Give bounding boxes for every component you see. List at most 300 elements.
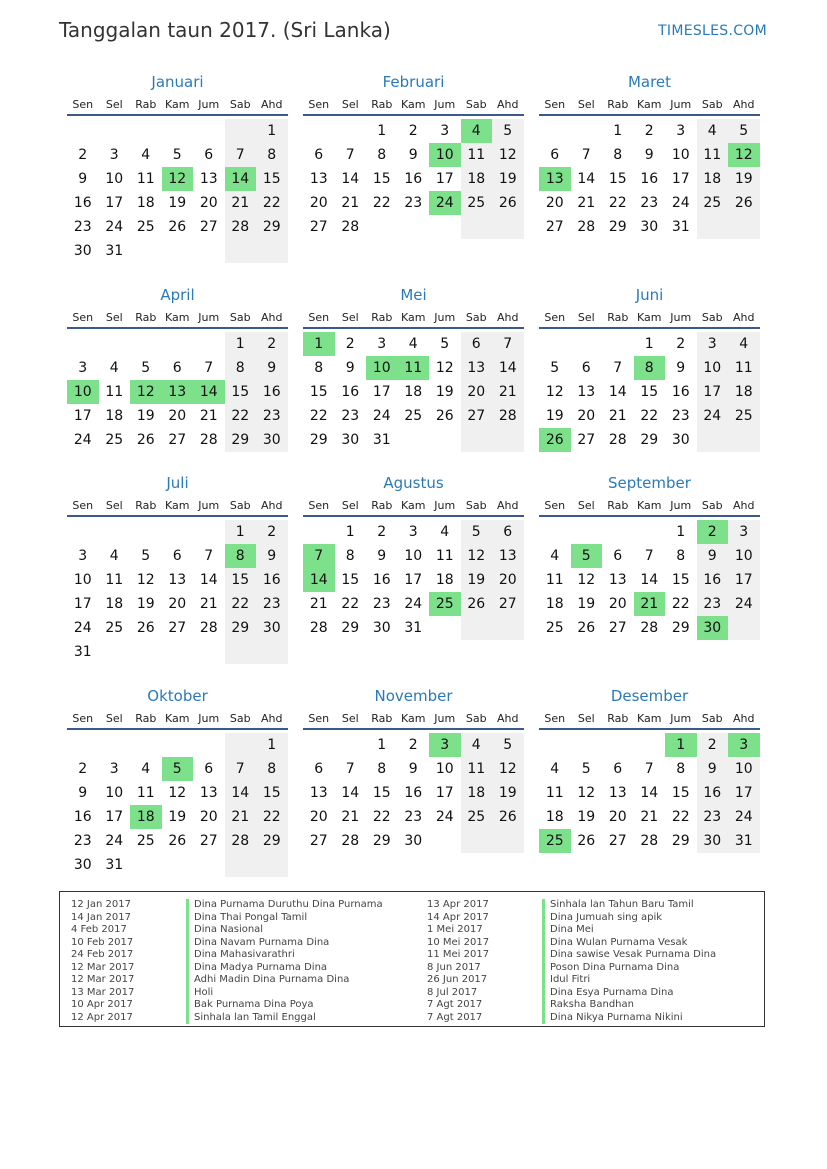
day-cell[interactable]: 1 bbox=[377, 123, 387, 139]
holiday-day-cell[interactable]: 2 bbox=[697, 520, 729, 544]
day-cell[interactable]: 26 bbox=[577, 833, 596, 849]
day-cell[interactable]: 9 bbox=[408, 761, 418, 777]
day-cell[interactable]: 16 bbox=[404, 171, 423, 187]
day-cell[interactable]: 12 bbox=[545, 384, 564, 400]
day-cell[interactable]: 6 bbox=[314, 147, 324, 163]
day-cell[interactable]: 24 bbox=[73, 620, 92, 636]
day-cell[interactable]: 5 bbox=[728, 119, 760, 143]
holiday-day-cell[interactable]: 18 bbox=[130, 805, 162, 829]
holiday-day-cell[interactable]: 1 bbox=[303, 332, 335, 356]
day-cell[interactable]: 22 bbox=[256, 191, 288, 215]
day-cell[interactable]: 13 bbox=[492, 544, 524, 568]
day-cell[interactable]: 14 bbox=[577, 171, 596, 187]
day-cell[interactable]: 20 bbox=[199, 809, 218, 825]
day-cell[interactable]: 29 bbox=[640, 432, 659, 448]
day-cell[interactable]: 20 bbox=[492, 568, 524, 592]
day-cell[interactable]: 29 bbox=[225, 616, 257, 640]
day-cell[interactable]: 1 bbox=[225, 332, 257, 356]
holiday-day-cell[interactable]: 5 bbox=[162, 757, 194, 781]
holiday-day-cell[interactable]: 5 bbox=[571, 544, 603, 568]
day-cell[interactable]: 16 bbox=[256, 568, 288, 592]
day-cell[interactable]: 18 bbox=[105, 596, 124, 612]
day-cell[interactable]: 28 bbox=[309, 620, 328, 636]
day-cell[interactable]: 27 bbox=[168, 432, 187, 448]
day-cell[interactable]: 27 bbox=[492, 592, 524, 616]
day-cell[interactable]: 24 bbox=[435, 809, 454, 825]
day-cell[interactable]: 17 bbox=[728, 568, 760, 592]
day-cell[interactable]: 27 bbox=[199, 219, 218, 235]
day-cell[interactable]: 21 bbox=[225, 805, 257, 829]
day-cell[interactable]: 10 bbox=[435, 761, 454, 777]
day-cell[interactable]: 21 bbox=[199, 596, 218, 612]
day-cell[interactable]: 24 bbox=[728, 592, 760, 616]
day-cell[interactable]: 20 bbox=[199, 195, 218, 211]
day-cell[interactable]: 27 bbox=[461, 404, 493, 428]
day-cell[interactable]: 23 bbox=[697, 805, 729, 829]
day-cell[interactable]: 17 bbox=[435, 171, 454, 187]
day-cell[interactable]: 9 bbox=[377, 548, 387, 564]
day-cell[interactable]: 19 bbox=[461, 568, 493, 592]
day-cell[interactable]: 30 bbox=[73, 243, 92, 259]
day-cell[interactable]: 17 bbox=[105, 195, 124, 211]
day-cell[interactable]: 7 bbox=[204, 360, 214, 376]
day-cell[interactable]: 10 bbox=[105, 171, 124, 187]
day-cell[interactable]: 9 bbox=[256, 544, 288, 568]
day-cell[interactable]: 28 bbox=[608, 432, 627, 448]
holiday-day-cell[interactable]: 30 bbox=[697, 616, 729, 640]
day-cell[interactable]: 29 bbox=[256, 215, 288, 239]
day-cell[interactable]: 4 bbox=[408, 336, 418, 352]
day-cell[interactable]: 29 bbox=[608, 219, 627, 235]
day-cell[interactable]: 2 bbox=[408, 123, 418, 139]
day-cell[interactable]: 21 bbox=[225, 191, 257, 215]
day-cell[interactable]: 23 bbox=[671, 408, 690, 424]
day-cell[interactable]: 10 bbox=[671, 147, 690, 163]
holiday-day-cell[interactable]: 10 bbox=[429, 143, 461, 167]
day-cell[interactable]: 28 bbox=[199, 620, 218, 636]
day-cell[interactable]: 21 bbox=[309, 596, 328, 612]
day-cell[interactable]: 29 bbox=[309, 432, 328, 448]
day-cell[interactable]: 12 bbox=[577, 785, 596, 801]
day-cell[interactable]: 18 bbox=[105, 408, 124, 424]
day-cell[interactable]: 14 bbox=[640, 572, 659, 588]
day-cell[interactable]: 16 bbox=[256, 380, 288, 404]
day-cell[interactable]: 26 bbox=[435, 408, 454, 424]
day-cell[interactable]: 29 bbox=[225, 428, 257, 452]
day-cell[interactable]: 10 bbox=[728, 757, 760, 781]
day-cell[interactable]: 18 bbox=[435, 572, 454, 588]
holiday-day-cell[interactable]: 14 bbox=[193, 380, 225, 404]
day-cell[interactable]: 12 bbox=[136, 572, 155, 588]
day-cell[interactable]: 1 bbox=[345, 524, 355, 540]
day-cell[interactable]: 7 bbox=[581, 147, 591, 163]
day-cell[interactable]: 5 bbox=[172, 147, 182, 163]
day-cell[interactable]: 20 bbox=[545, 195, 564, 211]
day-cell[interactable]: 1 bbox=[676, 524, 686, 540]
day-cell[interactable]: 22 bbox=[608, 195, 627, 211]
day-cell[interactable]: 30 bbox=[404, 833, 423, 849]
day-cell[interactable]: 17 bbox=[671, 171, 690, 187]
day-cell[interactable]: 4 bbox=[728, 332, 760, 356]
holiday-day-cell[interactable]: 7 bbox=[303, 544, 335, 568]
day-cell[interactable]: 25 bbox=[697, 191, 729, 215]
day-cell[interactable]: 11 bbox=[105, 384, 124, 400]
day-cell[interactable]: 18 bbox=[461, 167, 493, 191]
day-cell[interactable]: 19 bbox=[492, 167, 524, 191]
day-cell[interactable]: 15 bbox=[608, 171, 627, 187]
day-cell[interactable]: 22 bbox=[309, 408, 328, 424]
day-cell[interactable]: 31 bbox=[671, 219, 690, 235]
day-cell[interactable]: 30 bbox=[256, 616, 288, 640]
day-cell[interactable]: 13 bbox=[577, 384, 596, 400]
day-cell[interactable]: 9 bbox=[408, 147, 418, 163]
day-cell[interactable]: 13 bbox=[309, 171, 328, 187]
day-cell[interactable]: 16 bbox=[73, 809, 92, 825]
day-cell[interactable]: 24 bbox=[728, 805, 760, 829]
day-cell[interactable]: 2 bbox=[78, 147, 88, 163]
day-cell[interactable]: 5 bbox=[581, 761, 591, 777]
day-cell[interactable]: 5 bbox=[440, 336, 450, 352]
day-cell[interactable]: 1 bbox=[225, 520, 257, 544]
day-cell[interactable]: 13 bbox=[199, 785, 218, 801]
day-cell[interactable]: 10 bbox=[404, 548, 423, 564]
holiday-day-cell[interactable]: 3 bbox=[429, 733, 461, 757]
day-cell[interactable]: 12 bbox=[492, 143, 524, 167]
day-cell[interactable]: 21 bbox=[640, 809, 659, 825]
day-cell[interactable]: 1 bbox=[613, 123, 623, 139]
day-cell[interactable]: 27 bbox=[545, 219, 564, 235]
holiday-day-cell[interactable]: 4 bbox=[461, 119, 493, 143]
holiday-day-cell[interactable]: 25 bbox=[539, 829, 571, 853]
day-cell[interactable]: 6 bbox=[204, 761, 214, 777]
day-cell[interactable]: 6 bbox=[613, 761, 623, 777]
day-cell[interactable]: 21 bbox=[341, 809, 360, 825]
holiday-day-cell[interactable]: 25 bbox=[429, 592, 461, 616]
day-cell[interactable]: 25 bbox=[461, 805, 493, 829]
day-cell[interactable]: 25 bbox=[461, 191, 493, 215]
day-cell[interactable]: 3 bbox=[78, 360, 88, 376]
day-cell[interactable]: 6 bbox=[492, 520, 524, 544]
holiday-day-cell[interactable]: 12 bbox=[130, 380, 162, 404]
day-cell[interactable]: 6 bbox=[172, 360, 182, 376]
day-cell[interactable]: 17 bbox=[728, 781, 760, 805]
day-cell[interactable]: 24 bbox=[105, 219, 124, 235]
day-cell[interactable]: 24 bbox=[697, 404, 729, 428]
day-cell[interactable]: 17 bbox=[73, 596, 92, 612]
holiday-day-cell[interactable]: 12 bbox=[162, 167, 194, 191]
day-cell[interactable]: 17 bbox=[73, 408, 92, 424]
day-cell[interactable]: 11 bbox=[136, 171, 155, 187]
holiday-day-cell[interactable]: 12 bbox=[728, 143, 760, 167]
day-cell[interactable]: 27 bbox=[199, 833, 218, 849]
day-cell[interactable]: 29 bbox=[671, 833, 690, 849]
day-cell[interactable]: 10 bbox=[105, 785, 124, 801]
day-cell[interactable]: 29 bbox=[671, 620, 690, 636]
day-cell[interactable]: 7 bbox=[644, 548, 654, 564]
day-cell[interactable]: 5 bbox=[141, 360, 151, 376]
day-cell[interactable]: 22 bbox=[372, 809, 391, 825]
day-cell[interactable]: 22 bbox=[671, 809, 690, 825]
day-cell[interactable]: 12 bbox=[492, 757, 524, 781]
holiday-day-cell[interactable]: 14 bbox=[303, 568, 335, 592]
day-cell[interactable]: 31 bbox=[728, 829, 760, 853]
day-cell[interactable]: 20 bbox=[577, 408, 596, 424]
day-cell[interactable]: 27 bbox=[309, 833, 328, 849]
day-cell[interactable]: 18 bbox=[545, 809, 564, 825]
day-cell[interactable]: 2 bbox=[408, 737, 418, 753]
day-cell[interactable]: 27 bbox=[608, 833, 627, 849]
day-cell[interactable]: 8 bbox=[256, 143, 288, 167]
day-cell[interactable]: 9 bbox=[697, 544, 729, 568]
day-cell[interactable]: 10 bbox=[728, 544, 760, 568]
day-cell[interactable]: 20 bbox=[168, 408, 187, 424]
day-cell[interactable]: 31 bbox=[105, 857, 124, 873]
day-cell[interactable]: 12 bbox=[168, 785, 187, 801]
day-cell[interactable]: 24 bbox=[404, 596, 423, 612]
day-cell[interactable]: 18 bbox=[404, 384, 423, 400]
holiday-day-cell[interactable]: 3 bbox=[728, 733, 760, 757]
day-cell[interactable]: 19 bbox=[435, 384, 454, 400]
day-cell[interactable]: 29 bbox=[341, 620, 360, 636]
day-cell[interactable]: 30 bbox=[372, 620, 391, 636]
day-cell[interactable]: 12 bbox=[461, 544, 493, 568]
day-cell[interactable]: 30 bbox=[341, 432, 360, 448]
day-cell[interactable]: 7 bbox=[225, 143, 257, 167]
day-cell[interactable]: 8 bbox=[345, 548, 355, 564]
holiday-day-cell[interactable]: 13 bbox=[539, 167, 571, 191]
day-cell[interactable]: 19 bbox=[577, 596, 596, 612]
day-cell[interactable]: 25 bbox=[136, 833, 155, 849]
day-cell[interactable]: 4 bbox=[141, 147, 151, 163]
day-cell[interactable]: 15 bbox=[225, 380, 257, 404]
day-cell[interactable]: 23 bbox=[341, 408, 360, 424]
day-cell[interactable]: 5 bbox=[492, 733, 524, 757]
day-cell[interactable]: 24 bbox=[372, 408, 391, 424]
day-cell[interactable]: 26 bbox=[577, 620, 596, 636]
day-cell[interactable]: 3 bbox=[109, 147, 119, 163]
day-cell[interactable]: 19 bbox=[577, 809, 596, 825]
day-cell[interactable]: 27 bbox=[309, 219, 328, 235]
day-cell[interactable]: 12 bbox=[577, 572, 596, 588]
day-cell[interactable]: 23 bbox=[372, 596, 391, 612]
day-cell[interactable]: 22 bbox=[341, 596, 360, 612]
day-cell[interactable]: 4 bbox=[109, 548, 119, 564]
day-cell[interactable]: 8 bbox=[377, 147, 387, 163]
day-cell[interactable]: 28 bbox=[492, 404, 524, 428]
day-cell[interactable]: 18 bbox=[728, 380, 760, 404]
day-cell[interactable]: 11 bbox=[461, 143, 493, 167]
day-cell[interactable]: 17 bbox=[372, 384, 391, 400]
day-cell[interactable]: 21 bbox=[577, 195, 596, 211]
day-cell[interactable]: 2 bbox=[256, 520, 288, 544]
day-cell[interactable]: 6 bbox=[581, 360, 591, 376]
day-cell[interactable]: 8 bbox=[613, 147, 623, 163]
day-cell[interactable]: 18 bbox=[697, 167, 729, 191]
day-cell[interactable]: 15 bbox=[225, 568, 257, 592]
day-cell[interactable]: 14 bbox=[341, 171, 360, 187]
day-cell[interactable]: 16 bbox=[73, 195, 92, 211]
day-cell[interactable]: 2 bbox=[78, 761, 88, 777]
day-cell[interactable]: 19 bbox=[545, 408, 564, 424]
day-cell[interactable]: 19 bbox=[136, 408, 155, 424]
day-cell[interactable]: 6 bbox=[550, 147, 560, 163]
day-cell[interactable]: 31 bbox=[404, 620, 423, 636]
day-cell[interactable]: 13 bbox=[168, 572, 187, 588]
day-cell[interactable]: 27 bbox=[168, 620, 187, 636]
holiday-day-cell[interactable]: 10 bbox=[366, 356, 398, 380]
holiday-day-cell[interactable]: 14 bbox=[225, 167, 257, 191]
day-cell[interactable]: 11 bbox=[728, 356, 760, 380]
day-cell[interactable]: 7 bbox=[345, 147, 355, 163]
day-cell[interactable]: 11 bbox=[105, 572, 124, 588]
day-cell[interactable]: 12 bbox=[435, 360, 454, 376]
day-cell[interactable]: 20 bbox=[168, 596, 187, 612]
day-cell[interactable]: 25 bbox=[105, 432, 124, 448]
day-cell[interactable]: 3 bbox=[408, 524, 418, 540]
day-cell[interactable]: 28 bbox=[341, 219, 360, 235]
day-cell[interactable]: 9 bbox=[345, 360, 355, 376]
day-cell[interactable]: 4 bbox=[440, 524, 450, 540]
day-cell[interactable]: 8 bbox=[256, 757, 288, 781]
day-cell[interactable]: 23 bbox=[404, 809, 423, 825]
day-cell[interactable]: 22 bbox=[225, 592, 257, 616]
day-cell[interactable]: 15 bbox=[372, 785, 391, 801]
day-cell[interactable]: 21 bbox=[608, 408, 627, 424]
day-cell[interactable]: 2 bbox=[697, 733, 729, 757]
day-cell[interactable]: 11 bbox=[545, 572, 564, 588]
day-cell[interactable]: 25 bbox=[136, 219, 155, 235]
day-cell[interactable]: 7 bbox=[613, 360, 623, 376]
day-cell[interactable]: 27 bbox=[577, 432, 596, 448]
day-cell[interactable]: 18 bbox=[545, 596, 564, 612]
holiday-day-cell[interactable]: 24 bbox=[429, 191, 461, 215]
day-cell[interactable]: 14 bbox=[341, 785, 360, 801]
day-cell[interactable]: 16 bbox=[404, 785, 423, 801]
brand-logo[interactable]: TIMESLES.COM bbox=[658, 23, 767, 39]
day-cell[interactable]: 22 bbox=[671, 596, 690, 612]
day-cell[interactable]: 26 bbox=[168, 219, 187, 235]
day-cell[interactable]: 29 bbox=[372, 833, 391, 849]
day-cell[interactable]: 11 bbox=[435, 548, 454, 564]
day-cell[interactable]: 15 bbox=[309, 384, 328, 400]
day-cell[interactable]: 26 bbox=[492, 805, 524, 829]
day-cell[interactable]: 4 bbox=[461, 733, 493, 757]
day-cell[interactable]: 25 bbox=[728, 404, 760, 428]
day-cell[interactable]: 6 bbox=[204, 147, 214, 163]
day-cell[interactable]: 22 bbox=[225, 404, 257, 428]
holiday-day-cell[interactable]: 13 bbox=[162, 380, 194, 404]
holiday-day-cell[interactable]: 10 bbox=[67, 380, 99, 404]
day-cell[interactable]: 21 bbox=[199, 408, 218, 424]
day-cell[interactable]: 6 bbox=[461, 332, 493, 356]
day-cell[interactable]: 3 bbox=[676, 123, 686, 139]
day-cell[interactable]: 8 bbox=[676, 761, 686, 777]
holiday-day-cell[interactable]: 26 bbox=[539, 428, 571, 452]
day-cell[interactable]: 9 bbox=[644, 147, 654, 163]
day-cell[interactable]: 29 bbox=[256, 829, 288, 853]
day-cell[interactable]: 3 bbox=[728, 520, 760, 544]
day-cell[interactable]: 18 bbox=[136, 195, 155, 211]
day-cell[interactable]: 26 bbox=[136, 620, 155, 636]
day-cell[interactable]: 13 bbox=[608, 572, 627, 588]
day-cell[interactable]: 7 bbox=[644, 761, 654, 777]
day-cell[interactable]: 8 bbox=[377, 761, 387, 777]
day-cell[interactable]: 17 bbox=[404, 572, 423, 588]
day-cell[interactable]: 3 bbox=[109, 761, 119, 777]
day-cell[interactable]: 20 bbox=[608, 596, 627, 612]
day-cell[interactable]: 5 bbox=[492, 119, 524, 143]
day-cell[interactable]: 13 bbox=[608, 785, 627, 801]
day-cell[interactable]: 4 bbox=[550, 548, 560, 564]
day-cell[interactable]: 18 bbox=[461, 781, 493, 805]
day-cell[interactable]: 25 bbox=[545, 620, 564, 636]
day-cell[interactable]: 25 bbox=[105, 620, 124, 636]
day-cell[interactable]: 30 bbox=[671, 432, 690, 448]
day-cell[interactable]: 24 bbox=[671, 195, 690, 211]
day-cell[interactable]: 27 bbox=[608, 620, 627, 636]
day-cell[interactable]: 21 bbox=[341, 195, 360, 211]
day-cell[interactable]: 6 bbox=[172, 548, 182, 564]
day-cell[interactable]: 5 bbox=[550, 360, 560, 376]
day-cell[interactable]: 23 bbox=[256, 592, 288, 616]
day-cell[interactable]: 11 bbox=[545, 785, 564, 801]
day-cell[interactable]: 21 bbox=[492, 380, 524, 404]
day-cell[interactable]: 16 bbox=[372, 572, 391, 588]
day-cell[interactable]: 4 bbox=[109, 360, 119, 376]
day-cell[interactable]: 22 bbox=[640, 408, 659, 424]
day-cell[interactable]: 22 bbox=[256, 805, 288, 829]
day-cell[interactable]: 31 bbox=[105, 243, 124, 259]
day-cell[interactable]: 14 bbox=[225, 781, 257, 805]
day-cell[interactable]: 19 bbox=[168, 195, 187, 211]
day-cell[interactable]: 23 bbox=[256, 404, 288, 428]
day-cell[interactable]: 3 bbox=[697, 332, 729, 356]
day-cell[interactable]: 30 bbox=[256, 428, 288, 452]
day-cell[interactable]: 1 bbox=[256, 119, 288, 143]
day-cell[interactable]: 25 bbox=[404, 408, 423, 424]
day-cell[interactable]: 19 bbox=[728, 167, 760, 191]
day-cell[interactable]: 2 bbox=[256, 332, 288, 356]
day-cell[interactable]: 23 bbox=[640, 195, 659, 211]
day-cell[interactable]: 9 bbox=[697, 757, 729, 781]
day-cell[interactable]: 8 bbox=[314, 360, 324, 376]
day-cell[interactable]: 16 bbox=[671, 384, 690, 400]
day-cell[interactable]: 1 bbox=[377, 737, 387, 753]
day-cell[interactable]: 15 bbox=[256, 167, 288, 191]
day-cell[interactable]: 17 bbox=[435, 785, 454, 801]
day-cell[interactable]: 10 bbox=[73, 572, 92, 588]
day-cell[interactable]: 20 bbox=[461, 380, 493, 404]
day-cell[interactable]: 26 bbox=[461, 592, 493, 616]
day-cell[interactable]: 17 bbox=[697, 380, 729, 404]
day-cell[interactable]: 30 bbox=[697, 829, 729, 853]
day-cell[interactable]: 11 bbox=[461, 757, 493, 781]
day-cell[interactable]: 16 bbox=[697, 568, 729, 592]
day-cell[interactable]: 23 bbox=[73, 833, 92, 849]
day-cell[interactable]: 7 bbox=[345, 761, 355, 777]
day-cell[interactable]: 26 bbox=[168, 833, 187, 849]
day-cell[interactable]: 31 bbox=[372, 432, 391, 448]
day-cell[interactable]: 3 bbox=[377, 336, 387, 352]
day-cell[interactable]: 9 bbox=[78, 171, 88, 187]
day-cell[interactable]: 26 bbox=[136, 432, 155, 448]
day-cell[interactable]: 6 bbox=[613, 548, 623, 564]
day-cell[interactable]: 26 bbox=[492, 191, 524, 215]
day-cell[interactable]: 13 bbox=[199, 171, 218, 187]
day-cell[interactable]: 5 bbox=[141, 548, 151, 564]
day-cell[interactable]: 14 bbox=[492, 356, 524, 380]
day-cell[interactable]: 4 bbox=[550, 761, 560, 777]
